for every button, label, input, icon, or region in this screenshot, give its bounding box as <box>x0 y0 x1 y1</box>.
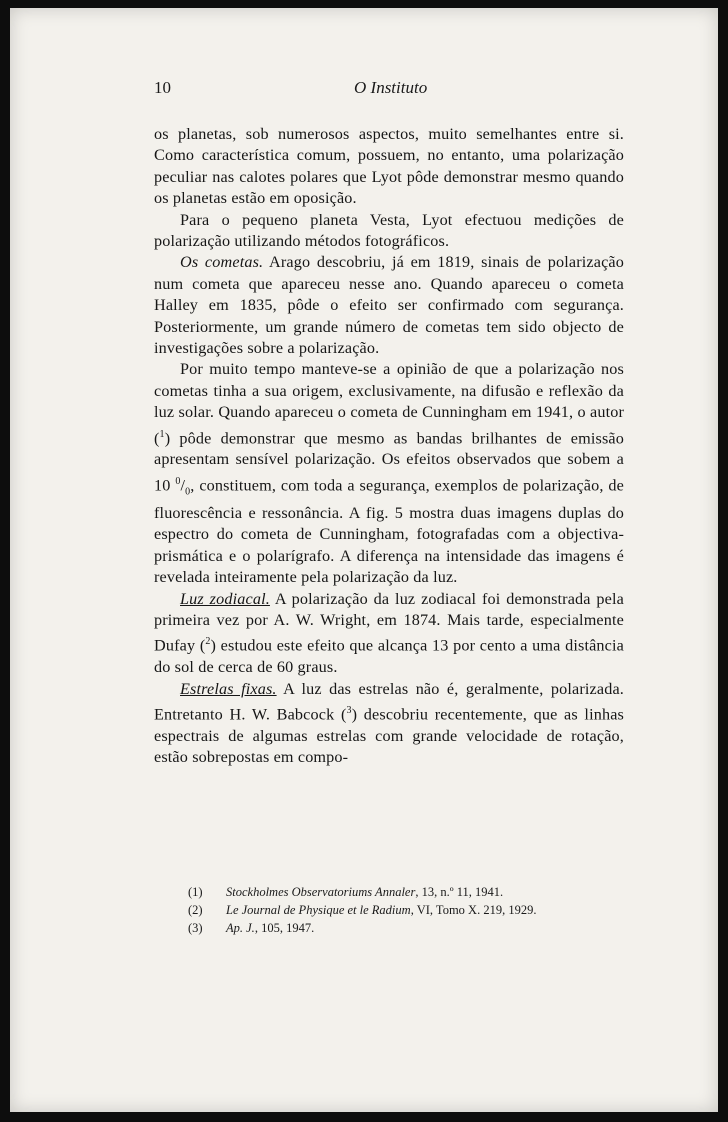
text-run: os planetas, sob numerosos aspectos, muito semelhantes entre si. Como característica comum, possuem, no entanto, uma polarização peculiar nas calotes polares que Lyot pôde demonstrar mesmo quando os planetas estão em oposição. <box>154 125 624 208</box>
text-run: Por muito tempo manteve-se a opinião de que a polarização nos cometas tinha a sua origem, exclusivamente, na difusão e reflexão da luz solar. Quando apareceu o cometa de Cunningham em 1941, o autor ( <box>154 360 624 448</box>
paragraph <box>154 252 624 359</box>
footnote-source: Ap. J. <box>226 921 255 935</box>
running-title: O Instituto <box>354 78 428 97</box>
text-run: ) pôde demonstrar que mesmo as bandas brilhantes de emissão apresentam sensível polarização. Os efeitos observados que sobem a 10 <box>154 429 624 495</box>
superscript: 3 <box>346 704 352 716</box>
paragraph <box>154 589 624 679</box>
footnote <box>188 901 628 919</box>
section-heading: Os cometas. <box>180 253 264 272</box>
footnote-source: Stockholmes Observatoriums Annaler <box>226 885 416 899</box>
footnote-mark: (1) <box>188 885 203 899</box>
section-heading <box>180 680 277 698</box>
footnote-details: , 105, 1947. <box>254 921 315 935</box>
text-run: ) descobriu recentemente, que as linhas espectrais de algumas estrelas com grande velocidade de rotação, estão sobrepostas em compo- <box>154 705 624 767</box>
text-run: Para o pequeno planeta Vesta, Lyot efectuou medições de polarização utilizando métodos fotográficos. <box>154 210 624 251</box>
footnote-source: Le Journal de Physique et le Radium <box>226 903 411 917</box>
section-heading <box>180 590 270 608</box>
footnote-mark: (2) <box>188 903 203 917</box>
section-heading-text: Luz zodiacal. <box>180 589 270 608</box>
page-number: 10 <box>154 78 171 97</box>
superscript: 2 <box>205 636 211 648</box>
footnote-mark: (3) <box>188 921 203 935</box>
footnote <box>188 883 628 901</box>
superscript: 1 <box>159 428 165 440</box>
text-run: / <box>180 476 186 495</box>
text-run: A luz das estrelas não é, geralmente, polarizada. Entretanto H. W. Babcock ( <box>154 679 624 724</box>
paragraph <box>154 679 624 769</box>
footnote-details: , 13, n.º 11, 1941. <box>415 885 504 899</box>
text-run: Arago descobriu, já em 1819, sinais de polarização num cometa que apareceu nesse ano. Quando apareceu o cometa Halley em 1835, pôde o efeito ser confirmado com segurança. Posteriormente, um grande número de cometas tem sido objecto de investigações sobre a polarização. <box>154 253 625 358</box>
superscript: 0 <box>175 475 181 487</box>
footnotes <box>188 883 628 937</box>
paragraph <box>154 210 624 253</box>
paragraph <box>154 124 624 210</box>
body-text <box>154 124 624 769</box>
footnote <box>188 919 628 937</box>
footnote-details: , VI, Tomo X. 219, 1929. <box>410 903 537 917</box>
page-header <box>154 78 624 102</box>
section-heading-text: Estrelas fixas. <box>180 679 277 698</box>
text-run: A polarização da luz zodiacal foi demonstrada pela primeira vez por A. W. Wright, em 1874. Mais tarde, especialmente Dufay ( <box>154 589 624 655</box>
subscript: 0 <box>185 486 191 498</box>
text-run: ) estudou este efeito que alcança 13 por cento a uma distância do sol de cerca de 60 graus. <box>154 636 624 677</box>
text-run: , constituem, com toda a segurança, exemplos de polarização, de fluorescência e ressonância. A fig. 5 mostra duas imagens duplas do espectro do cometa de Cunningham, fotografadas com a objectiva-prismática e o polarígrafo. A diferença na intensidade das imagens é revelada inteiramente pela polarização da luz. <box>154 476 624 587</box>
paragraph <box>154 359 624 588</box>
